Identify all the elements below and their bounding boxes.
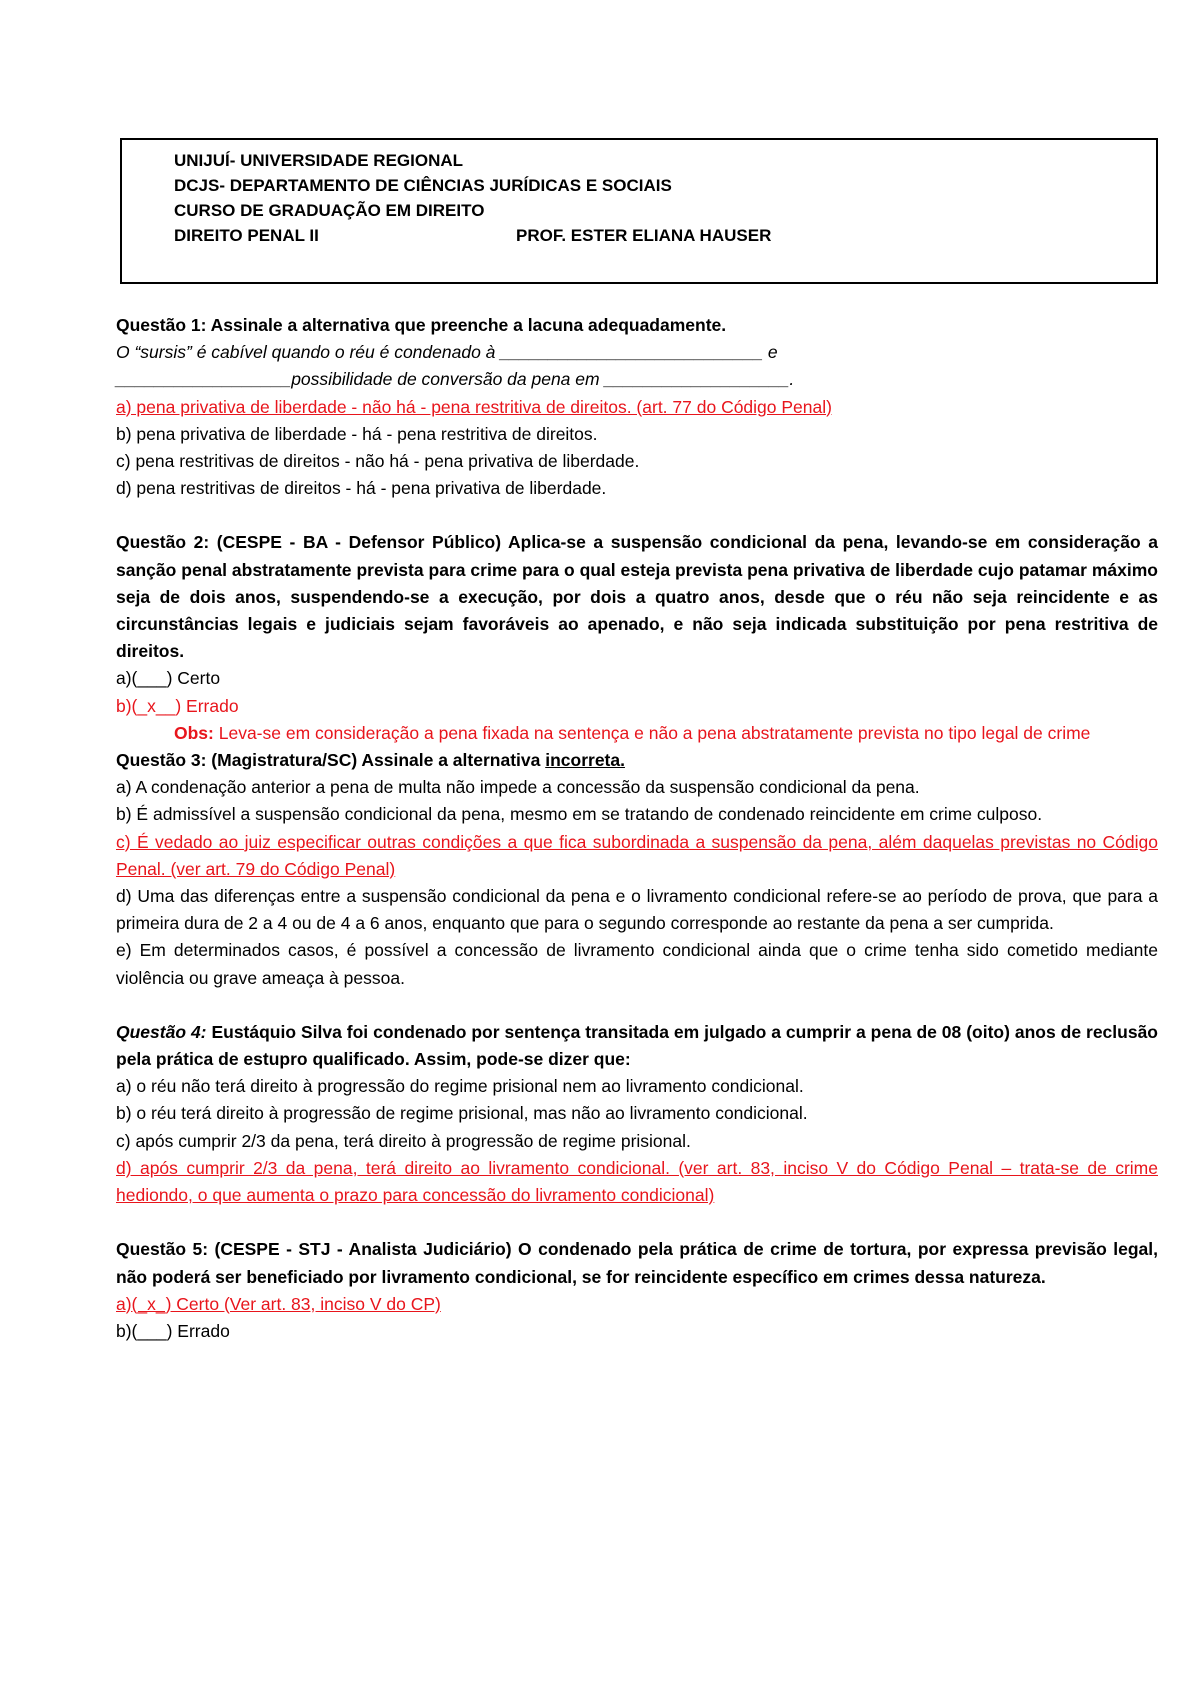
q3-option-e: e) Em determinados casos, é possível a concessão de livramento condicional ainda que o crime tenha sido cometido mediante violência ou grave ameaça à pessoa. bbox=[116, 940, 1158, 988]
q5-option-b: b)(___) Errado bbox=[116, 1320, 230, 1341]
q4-option-a: a) o réu não terá direito à progressão do regime prisional nem ao livramento condicional. bbox=[116, 1076, 804, 1097]
discipline-line bbox=[174, 225, 772, 247]
discipline-name: DIREITO PENAL II bbox=[174, 226, 319, 245]
professor-name: PROF. ESTER ELIANA HAUSER bbox=[516, 226, 772, 245]
q5-title: Questão 5: (CESPE - STJ - Analista Judiciário) O condenado pela prática de crime de tortura, por expressa previsão legal, não poderá ser beneficiado por livramento condicional, se for reincidente específico em crimes dessa natureza. bbox=[116, 1239, 1158, 1287]
q1-option-c: c) pena restritivas de direitos - não há - pena privativa de liberdade. bbox=[116, 451, 640, 472]
q2-obs-text: Leva-se em consideração a pena fixada na sentença e não a pena abstratamente prevista no tipo legal de crime bbox=[213, 722, 1091, 743]
q5-option-a: a)(_x_) Certo (Ver art. 83, inciso V do CP) bbox=[116, 1293, 441, 1314]
q3-option-a: a) A condenação anterior a pena de multa não impede a concessão da suspensão condicional da pena. bbox=[116, 777, 920, 798]
q2-option-b: b)(_x__) Errado bbox=[116, 695, 239, 716]
q3-title bbox=[116, 747, 1158, 774]
q3-option-b: b) É admissível a suspensão condicional da pena, mesmo em se tratando de condenado reincidente em crime culposo. bbox=[116, 804, 1043, 825]
q2-observation bbox=[116, 720, 1158, 747]
university-name: UNIJUÍ- UNIVERSIDADE REGIONAL bbox=[174, 151, 464, 170]
header-box bbox=[120, 138, 1158, 284]
q1-option-b: b) pena privativa de liberdade - há - pena restritiva de direitos. bbox=[116, 423, 598, 444]
q3-option-c: c) É vedado ao juiz especificar outras condições a que fica subordinada a suspensão da pena, além daquelas previstas no Código Penal. (ver art. 79 do Código Penal) bbox=[116, 831, 1158, 879]
department-name: DCJS- DEPARTAMENTO DE CIÊNCIAS JURÍDICAS E SOCIAIS bbox=[174, 176, 672, 195]
q1-statement-line2: __________________possibilidade de conversão da pena em ___________________. bbox=[116, 369, 795, 390]
q1-option-a: a) pena privativa de liberdade - não há - pena restritiva de direitos. (art. 77 do Código Penal) bbox=[116, 396, 832, 417]
q4-option-c: c) após cumprir 2/3 da pena, terá direito à progressão de regime prisional. bbox=[116, 1130, 691, 1151]
q3-option-d: d) Uma das diferenças entre a suspensão condicional da pena e o livramento condicional refere-se ao período de prova, que para a primeira dura de 2 a 4 ou de 4 a 6 anos, enquanto que para o segundo corresponde ao restante da pena a ser cumprida. bbox=[116, 886, 1158, 934]
course-name: CURSO DE GRADUAÇÃO EM DIREITO bbox=[174, 201, 485, 220]
q4-title bbox=[116, 1019, 1158, 1073]
q4-option-b: b) o réu terá direito à progressão de regime prisional, mas não ao livramento condicional. bbox=[116, 1103, 808, 1124]
q4-label: Questão 4: bbox=[116, 1021, 207, 1042]
q3-title-prefix: Questão 3: (Magistratura/SC) Assinale a alternativa bbox=[116, 750, 546, 771]
q1-option-d: d) pena restritivas de direitos - há - pena privativa de liberdade. bbox=[116, 478, 607, 499]
q4-option-d: d) após cumprir 2/3 da pena, terá direito ao livramento condicional. (ver art. 83, inciso V do Código Penal – trata-se de crime hediondo, o que aumenta o prazo para concessão do livramento condicional) bbox=[116, 1157, 1158, 1206]
q2-option-a: a)(___) Certo bbox=[116, 668, 221, 689]
q3-title-emphasis: incorreta. bbox=[545, 750, 625, 771]
q2-title: Questão 2: (CESPE - BA - Defensor Público) Aplica-se a suspensão condicional da pena, levando-se em consideração a sanção penal abstratamente prevista para crime para o qual esteja prevista pena privativa de liberdade cujo patamar máximo seja de dois anos, suspendendo-se a execução, por dois a quatro anos, desde que o réu não seja reincidente e as circunstâncias legais e judiciais sejam favoráveis ao apenado, e não seja indicada substituição por pena restritiva de direitos. bbox=[116, 532, 1158, 662]
q2-obs-label: Obs: bbox=[174, 722, 214, 743]
questions-content bbox=[116, 312, 1158, 1345]
q4-title-text: Eustáquio Silva foi condenado por sentença transitada em julgado a cumprir a pena de 08 (oito) anos de reclusão pela prática de estupro qualificado. Assim, pode-se dizer que: bbox=[116, 1021, 1158, 1070]
q1-statement-line1: O “sursis” é cabível quando o réu é condenado à ___________________________ e bbox=[116, 342, 778, 363]
q1-title: Questão 1: Assinale a alternativa que preenche a lacuna adequadamente. bbox=[116, 315, 727, 335]
